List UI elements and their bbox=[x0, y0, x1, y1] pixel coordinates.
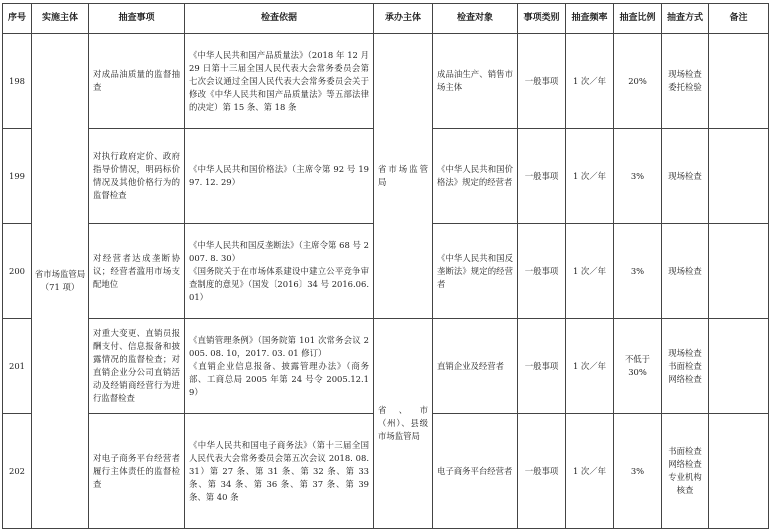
row-no: 200 bbox=[3, 224, 32, 319]
row-note bbox=[709, 319, 769, 414]
header-frequency: 抽查频率 bbox=[566, 4, 614, 34]
row-ratio: 20% bbox=[614, 34, 662, 129]
row-item: 对经营者达成垄断协议；经营者滥用市场支配地位 bbox=[89, 224, 185, 319]
row-category: 一般事项 bbox=[518, 34, 566, 129]
organizer-provincial: 省市场监管局 bbox=[374, 34, 433, 319]
row-frequency: 1 次／年 bbox=[566, 129, 614, 224]
row-item: 对电子商务平台经营者履行主体责任的监督检查 bbox=[89, 414, 185, 529]
row-target: 成品油生产、销售市场主体 bbox=[433, 34, 518, 129]
header-no: 序号 bbox=[3, 4, 32, 34]
row-item: 对执行政府定价、政府指导价情况，明码标价情况及其他价格行为的监督检查 bbox=[89, 129, 185, 224]
header-category: 事项类别 bbox=[518, 4, 566, 34]
row-frequency: 1 次／年 bbox=[566, 224, 614, 319]
row-method: 书面检查 网络检查 专业机构 核查 bbox=[662, 414, 709, 529]
row-category: 一般事项 bbox=[518, 224, 566, 319]
row-basis: 《直销管理条例》（国务院第 101 次常务会议 2005. 08. 10，2017. 03. 01 修订） 《直销企业信息报备、披露管理办法》（商务部、工商总局 2005 年第 24 号令 2005.12.19） bbox=[185, 319, 374, 414]
row-target: 《中华人民共和国反垄断法》规定的经营者 bbox=[433, 224, 518, 319]
row-category: 一般事项 bbox=[518, 319, 566, 414]
row-ratio: 不低于 30% bbox=[614, 319, 662, 414]
row-no: 201 bbox=[3, 319, 32, 414]
row-basis: 《中华人民共和国产品质量法》（2018 年 12 月 29 日第十三届全国人民代表大会常务委员会第七次会议通过全国人民代表大会常务委员会关于修改《中华人民共和国产品质量法》等五部法律的决定）第 15 条、第 18 条 bbox=[185, 34, 374, 129]
row-method: 现场检查 bbox=[662, 224, 709, 319]
row-basis: 《中华人民共和国价格法》（主席令第 92 号 1997. 12. 29） bbox=[185, 129, 374, 224]
row-category: 一般事项 bbox=[518, 129, 566, 224]
row-note bbox=[709, 129, 769, 224]
header-org: 承办主体 bbox=[374, 4, 433, 34]
row-target: 直销企业及经营者 bbox=[433, 319, 518, 414]
row-basis: 《中华人民共和国反垄断法》（主席令第 68 号 2007. 8. 30） 《国务院关于在市场体系建设中建立公平竞争审查制度的意见》（国发〔2016〕34 号 2016.06.01） bbox=[185, 224, 374, 319]
row-note bbox=[709, 224, 769, 319]
row-note bbox=[709, 34, 769, 129]
header-ratio: 抽查比例 bbox=[614, 4, 662, 34]
table-row bbox=[3, 319, 769, 414]
header-item: 抽查事项 bbox=[89, 4, 185, 34]
organizer-multilevel: 省、市（州）、县级市场监管局 bbox=[374, 319, 433, 529]
row-target: 电子商务平台经营者 bbox=[433, 414, 518, 529]
header-target: 检查对象 bbox=[433, 4, 518, 34]
row-ratio: 3% bbox=[614, 414, 662, 529]
row-no: 198 bbox=[3, 34, 32, 129]
table-row bbox=[3, 34, 769, 129]
row-frequency: 1 次／年 bbox=[566, 319, 614, 414]
header-entity: 实施主体 bbox=[32, 4, 89, 34]
header-basis: 检查依据 bbox=[185, 4, 374, 34]
row-ratio: 3% bbox=[614, 224, 662, 319]
table-header-row bbox=[3, 4, 769, 34]
row-category: 一般事项 bbox=[518, 414, 566, 529]
row-item: 对成品油质量的监督抽查 bbox=[89, 34, 185, 129]
row-basis: 《中华人民共和国电子商务法》（第十三届全国人民代表大会常务委员会第五次会议 2018. 08. 31）第 27 条、第 31 条、第 32 条、第 33 条、第 34 条、第 36 条、第 37 条、第 39 条、第 40 条 bbox=[185, 414, 374, 529]
implementing-entity: 省市场监管局（71 项） bbox=[32, 34, 89, 529]
row-target: 《中华人民共和国价格法》规定的经营者 bbox=[433, 129, 518, 224]
header-method: 抽查方式 bbox=[662, 4, 709, 34]
header-note: 备注 bbox=[709, 4, 769, 34]
row-item: 对重大变更、直销员报酬支付、信息报备和披露情况的监督检查；对直销企业分公司直销活动及经销商经营行为进行监督检查 bbox=[89, 319, 185, 414]
row-method: 现场检查 bbox=[662, 129, 709, 224]
row-method: 现场检查 委托检验 bbox=[662, 34, 709, 129]
row-frequency: 1 次／年 bbox=[566, 414, 614, 529]
row-no: 202 bbox=[3, 414, 32, 529]
row-ratio: 3% bbox=[614, 129, 662, 224]
row-method: 现场检查 书面检查 网络检查 bbox=[662, 319, 709, 414]
row-note bbox=[709, 414, 769, 529]
row-frequency: 1 次／年 bbox=[566, 34, 614, 129]
inspection-items-table bbox=[2, 3, 769, 529]
row-no: 199 bbox=[3, 129, 32, 224]
